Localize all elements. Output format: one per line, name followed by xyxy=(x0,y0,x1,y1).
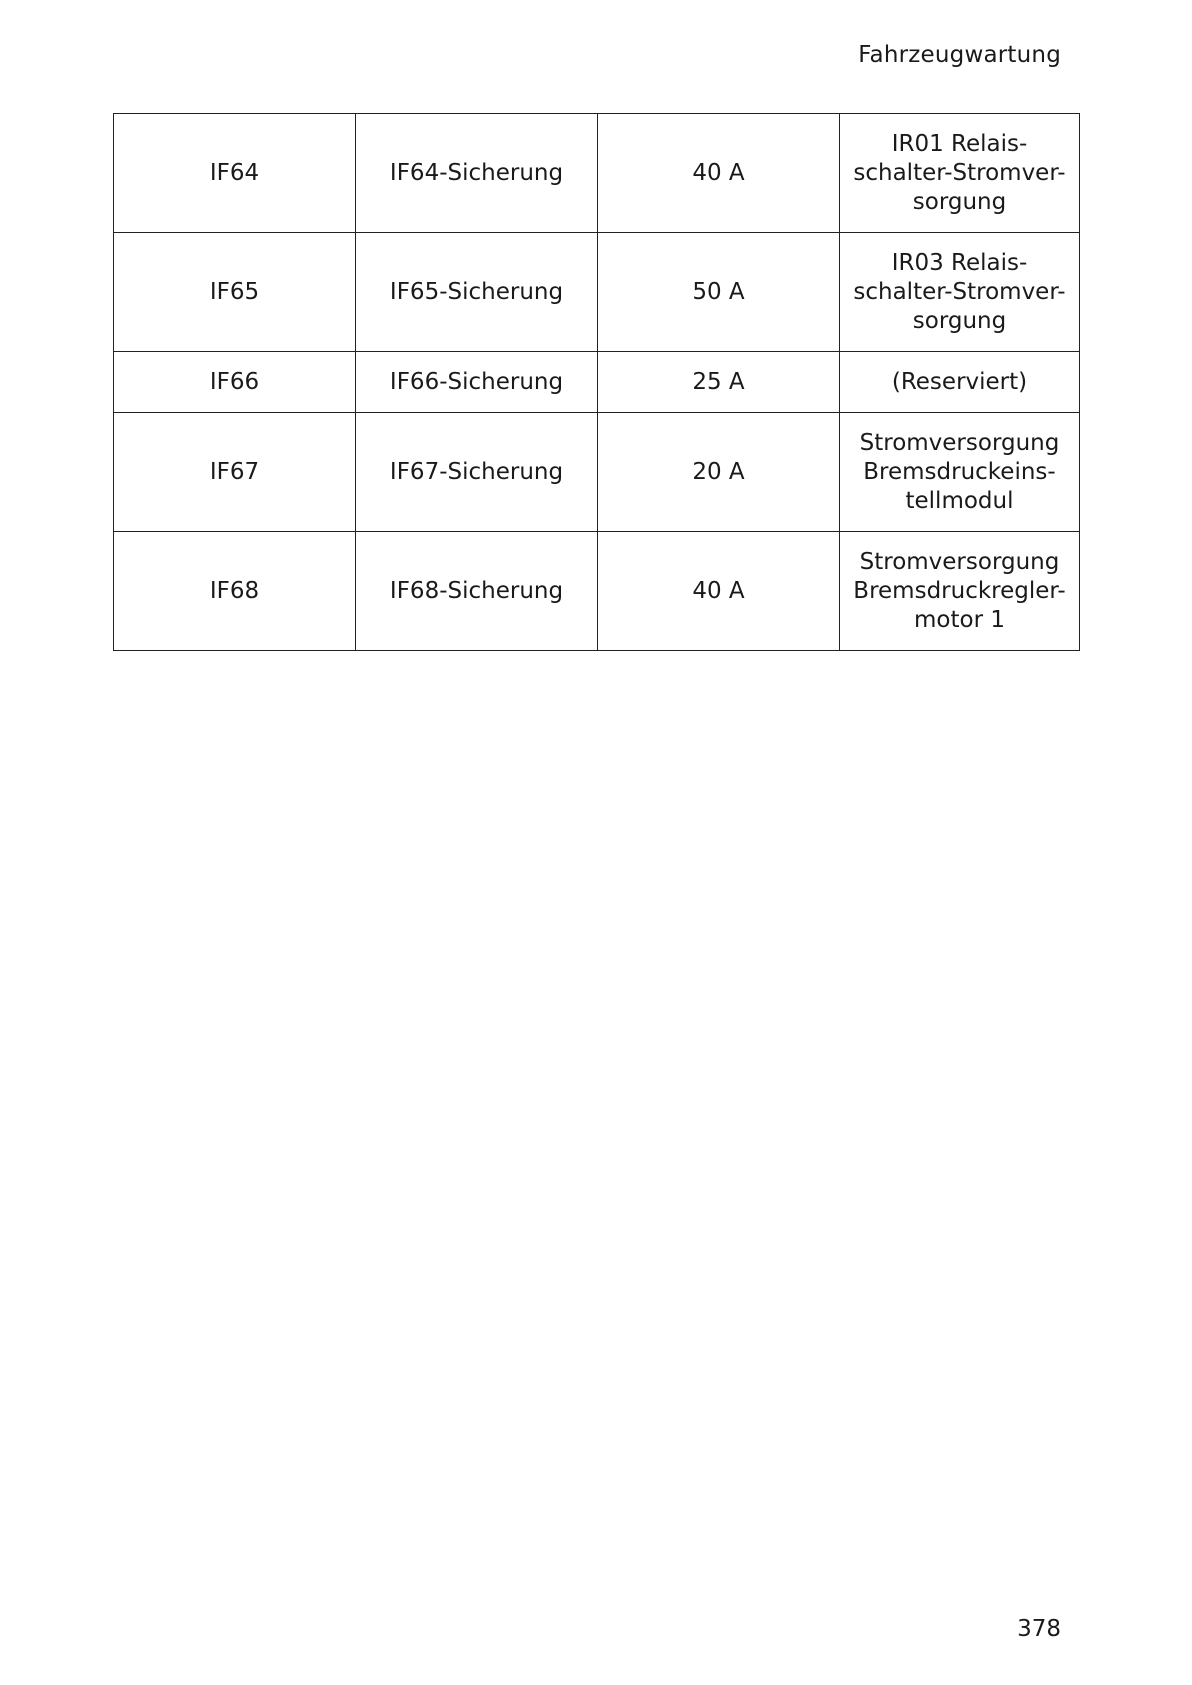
fuse-function-line: schalter-Stromver- xyxy=(853,159,1066,186)
fuse-id-cell: IF65 xyxy=(114,233,356,352)
fuse-id-cell: IF68 xyxy=(114,532,356,651)
fuse-function-line: Bremsdruckeins- xyxy=(863,458,1056,485)
fuse-function-line: motor 1 xyxy=(914,606,1005,633)
fuse-function-cell xyxy=(840,114,1080,233)
table-row xyxy=(114,352,1080,413)
table-row xyxy=(114,532,1080,651)
fuse-table xyxy=(113,113,1080,651)
fuse-name-cell: IF67-Sicherung xyxy=(356,413,598,532)
fuse-name-cell: IF68-Sicherung xyxy=(356,532,598,651)
fuse-function-line: (Reserviert) xyxy=(891,368,1028,395)
fuse-rating-cell: 40 A xyxy=(598,532,840,651)
running-head-section-title: Fahrzeugwartung xyxy=(858,42,1061,68)
fuse-function-cell xyxy=(840,233,1080,352)
fuse-name-cell: IF66-Sicherung xyxy=(356,352,598,413)
table-row xyxy=(114,233,1080,352)
fuse-function-line: IR01 Relais- xyxy=(891,130,1028,157)
fuse-function-line: sorgung xyxy=(912,307,1007,334)
fuse-id-cell: IF66 xyxy=(114,352,356,413)
fuse-function-cell xyxy=(840,352,1080,413)
fuse-function-line: Stromversorgung xyxy=(859,429,1060,456)
page-number: 378 xyxy=(1017,1616,1061,1642)
fuse-function-line: IR03 Relais- xyxy=(891,249,1028,276)
fuse-rating-cell: 20 A xyxy=(598,413,840,532)
table-row xyxy=(114,413,1080,532)
fuse-function-line: sorgung xyxy=(912,188,1007,215)
fuse-name-cell: IF64-Sicherung xyxy=(356,114,598,233)
fuse-rating-cell: 25 A xyxy=(598,352,840,413)
fuse-function-line: schalter-Stromver- xyxy=(853,278,1066,305)
fuse-rating-cell: 40 A xyxy=(598,114,840,233)
table-row xyxy=(114,114,1080,233)
fuse-name-cell: IF65-Sicherung xyxy=(356,233,598,352)
fuse-id-cell: IF64 xyxy=(114,114,356,233)
fuse-function-cell xyxy=(840,413,1080,532)
fuse-function-line: tellmodul xyxy=(905,487,1014,514)
fuse-id-cell: IF67 xyxy=(114,413,356,532)
fuse-function-line: Bremsdruckregler- xyxy=(853,577,1066,604)
fuse-rating-cell: 50 A xyxy=(598,233,840,352)
fuse-function-cell xyxy=(840,532,1080,651)
fuse-function-line: Stromversorgung xyxy=(859,548,1060,575)
